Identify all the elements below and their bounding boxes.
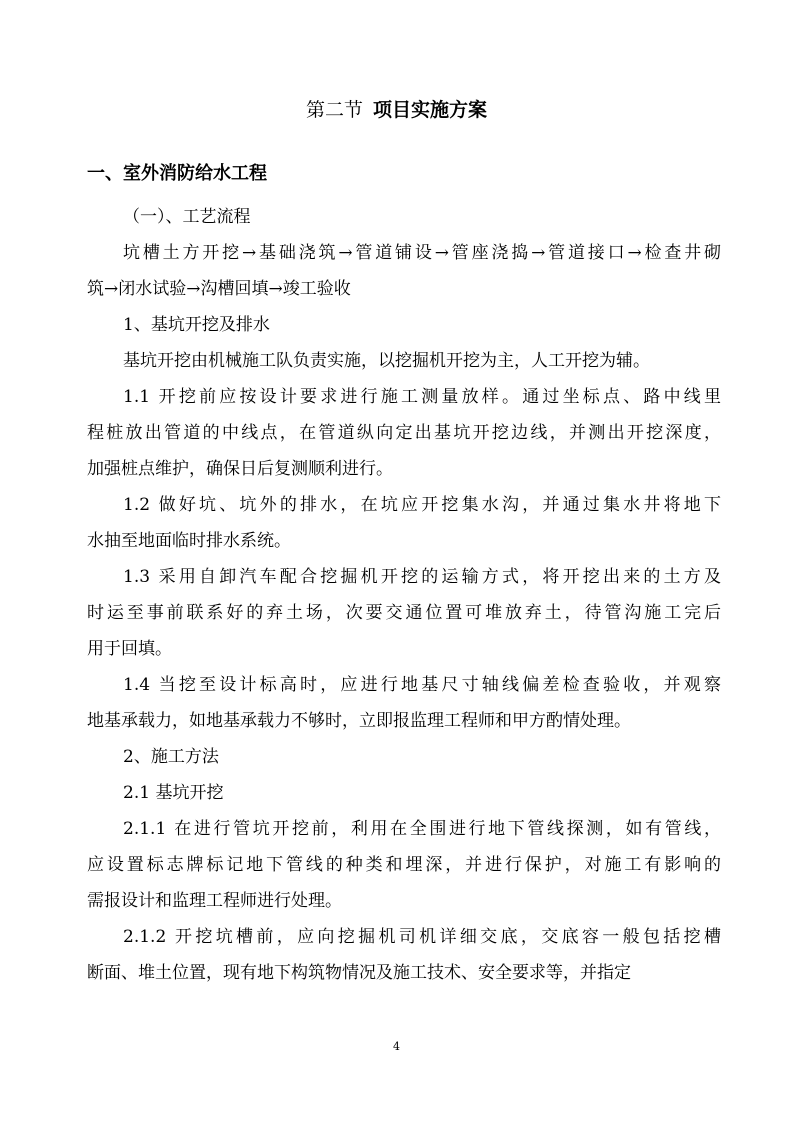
paragraph-line: 1.4 当挖至设计标高时，应进行地基尺寸轴线偏差检查验收，并观察 — [123, 675, 721, 695]
paragraph — [87, 235, 721, 307]
paragraph — [87, 667, 721, 739]
paragraph-line: （一）、工艺流程 — [123, 207, 251, 227]
paragraph-line: 需报设计和监理工程师进行处理。 — [87, 891, 342, 911]
paragraph-line: 2.1 基坑开挖 — [123, 783, 224, 803]
paragraph-line: 加强桩点维护，确保日后复测顺利进行。 — [87, 459, 393, 479]
paragraph — [87, 739, 721, 775]
paragraph — [87, 343, 721, 379]
section-title-prefix: 第二节 — [305, 99, 363, 121]
paragraph-line: 水抽至地面临时排水系统。 — [87, 531, 291, 551]
paragraph-line: 地基承载力，如地基承载力不够时，立即报监理工程师和甲方酌情处理。 — [87, 711, 631, 731]
paragraph-line: 1.3 采用自卸汽车配合挖掘机开挖的运输方式，将开挖出来的土方及 — [123, 567, 721, 587]
paragraph-line: 程桩放出管道的中线点，在管道纵向定出基坑开挖边线，并测出开挖深度， — [87, 423, 721, 443]
paragraph — [87, 559, 721, 667]
section-title — [0, 96, 793, 124]
paragraph-line: 2.1.1 在进行管坑开挖前，利用在全围进行地下管线探测，如有管线， — [123, 819, 721, 839]
document-body — [87, 199, 721, 991]
paragraph-line: 1.2 做好坑、坑外的排水，在坑应开挖集水沟，并通过集水井将地下 — [123, 495, 721, 515]
paragraph-line: 基坑开挖由机械施工队负责实施，以挖掘机开挖为主，人工开挖为辅。 — [123, 351, 650, 371]
paragraph-line: 2.1.2 开挖坑槽前，应向挖掘机司机详细交底，交底容一般包括挖槽 — [123, 927, 721, 947]
paragraph — [87, 199, 721, 235]
paragraph-line: 1、基坑开挖及排水 — [123, 315, 270, 335]
paragraph-line: 2、施工方法 — [123, 747, 219, 767]
paragraph — [87, 379, 721, 487]
paragraph — [87, 775, 721, 811]
paragraph — [87, 811, 721, 919]
paragraph-line: 坑槽土方开挖→基础浇筑→管道铺设→管座浇捣→管道接口→检查井砌 — [123, 243, 721, 263]
paragraph-line: 1.1 开挖前应按设计要求进行施工测量放样。通过坐标点、路中线里 — [123, 387, 721, 407]
paragraph — [87, 919, 721, 991]
heading-1: 一、室外消防给水工程 — [87, 163, 267, 184]
paragraph-line: 应设置标志牌标记地下管线的种类和埋深，并进行保护，对施工有影响的 — [87, 855, 721, 875]
paragraph — [87, 487, 721, 559]
paragraph-line: 断面、堆土位置，现有地下构筑物情况及施工技术、安全要求等，并指定 — [87, 963, 631, 983]
paragraph-line: 筑→闭水试验→沟槽回填→竣工验收 — [87, 279, 351, 299]
paragraph-line: 时运至事前联系好的弃土场，次要交通位置可堆放弃土，待管沟施工完后 — [87, 603, 721, 623]
paragraph — [87, 307, 721, 343]
paragraph-line: 用于回填。 — [87, 639, 172, 659]
page-number: 4 — [393, 1040, 400, 1053]
section-title-main: 项目实施方案 — [373, 99, 488, 121]
